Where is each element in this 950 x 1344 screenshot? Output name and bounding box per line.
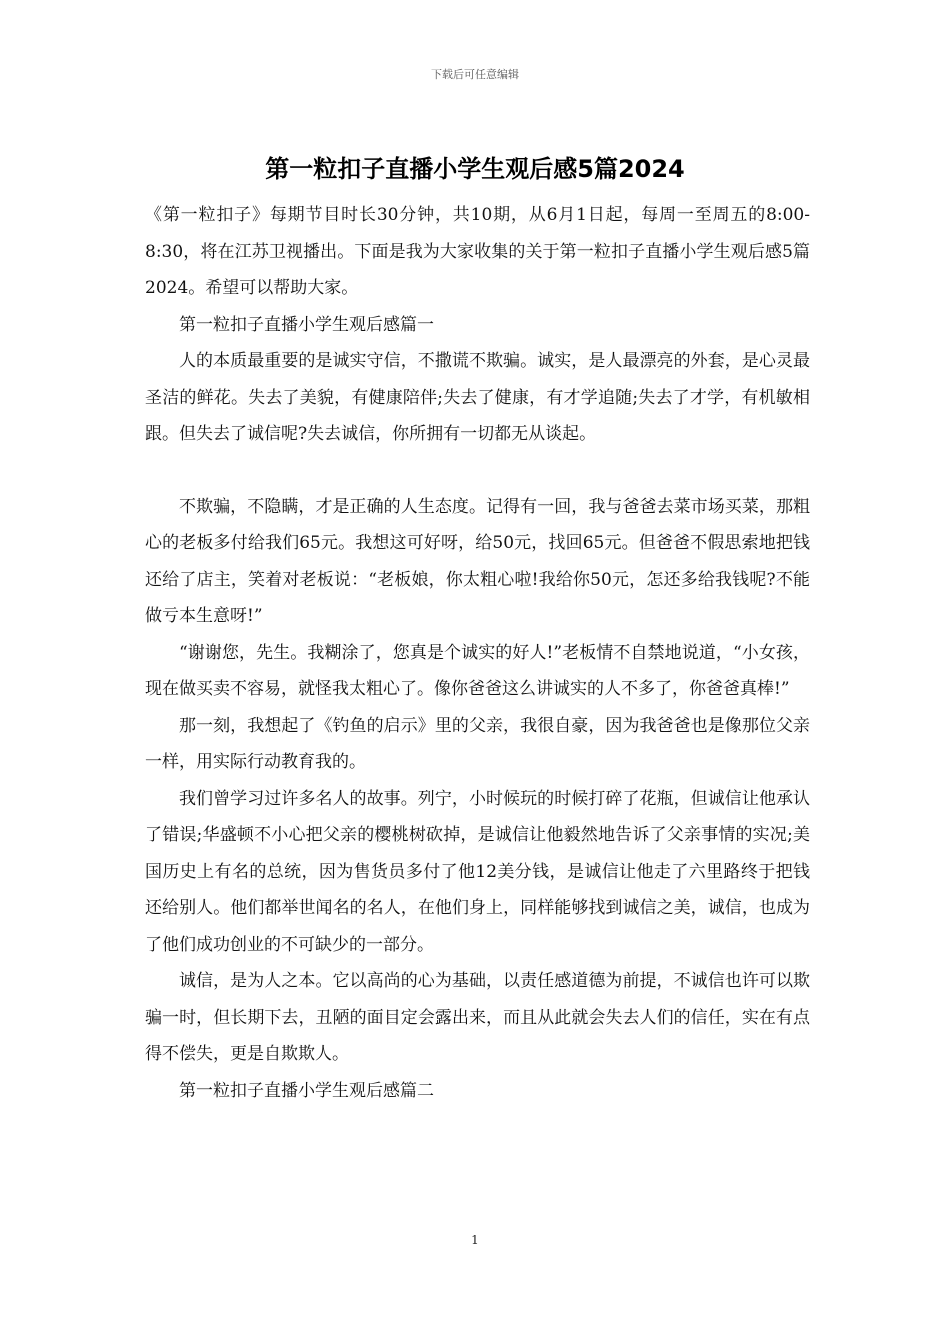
header-note: 下载后可任意编辑 bbox=[431, 68, 519, 81]
intro-paragraph: 《第一粒扣子》每期节目时长30分钟，共10期，从6月1日起，每周一至周五的8:00-8:30，将在江苏卫视播出。下面是我为大家收集的关于第一粒扣子直播小学生观后感5篇2024。希望可以帮助大家。 bbox=[145, 205, 810, 298]
section-heading-1: 第一粒扣子直播小学生观后感篇一 bbox=[179, 314, 434, 335]
document-body bbox=[145, 197, 810, 1109]
body-paragraph: 我们曾学习过许多名人的故事。列宁，小时候玩的时候打碎了花瓶，但诚信让他承认了错误;华盛顿不小心把父亲的樱桃树砍掉，是诚信让他毅然地告诉了父亲事情的实况;美国历史上有名的总统，因为售货员多付了他12美分钱，是诚信让他走了六里路终于把钱还给别人。他们都举世闻名的名人，在他们身上，同样能够找到诚信之美，诚信，也成为了他们成功创业的不可缺少的一部分。 bbox=[145, 788, 810, 955]
document-title: 第一粒扣子直播小学生观后感5篇2024 bbox=[265, 155, 685, 183]
body-paragraph: “谢谢您，先生。我糊涂了，您真是个诚实的好人!”老板情不自禁地说道，“小女孩，现在做买卖不容易，就怪我太粗心了。像你爸爸这么讲诚实的人不多了，你爸爸真棒!” bbox=[145, 642, 810, 699]
body-paragraph: 那一刻，我想起了《钓鱼的启示》里的父亲，我很自豪，因为我爸爸也是像那位父亲一样，用实际行动教育我的。 bbox=[145, 715, 810, 772]
body-paragraph: 人的本质最重要的是诚实守信，不撒谎不欺骗。诚实，是人最漂亮的外套，是心灵最圣洁的鲜花。失去了美貌，有健康陪伴;失去了健康，有才学追随;失去了才学，有机敏相跟。但失去了诚信呢?失去诚信，你所拥有一切都无从谈起。 bbox=[145, 351, 810, 444]
body-paragraph: 不欺骗，不隐瞒，才是正确的人生态度。记得有一回，我与爸爸去菜市场买菜，那粗心的老板多付给我们65元。我想这可好呀，给50元，找回65元。但爸爸不假思索地把钱还给了店主，笑着对老板说：“老板娘，你太粗心啦!我给你50元，怎还多给我钱呢?不能做亏本生意呀!” bbox=[145, 496, 810, 626]
page-number: 1 bbox=[471, 1233, 479, 1247]
body-paragraph: 诚信，是为人之本。它以高尚的心为基础，以责任感道德为前提，不诚信也许可以欺骗一时，但长期下去，丑陋的面目定会露出来，而且从此就会失去人们的信任，实在有点得不偿失，更是自欺欺人。 bbox=[145, 971, 810, 1064]
section-heading-2: 第一粒扣子直播小学生观后感篇二 bbox=[179, 1080, 434, 1101]
